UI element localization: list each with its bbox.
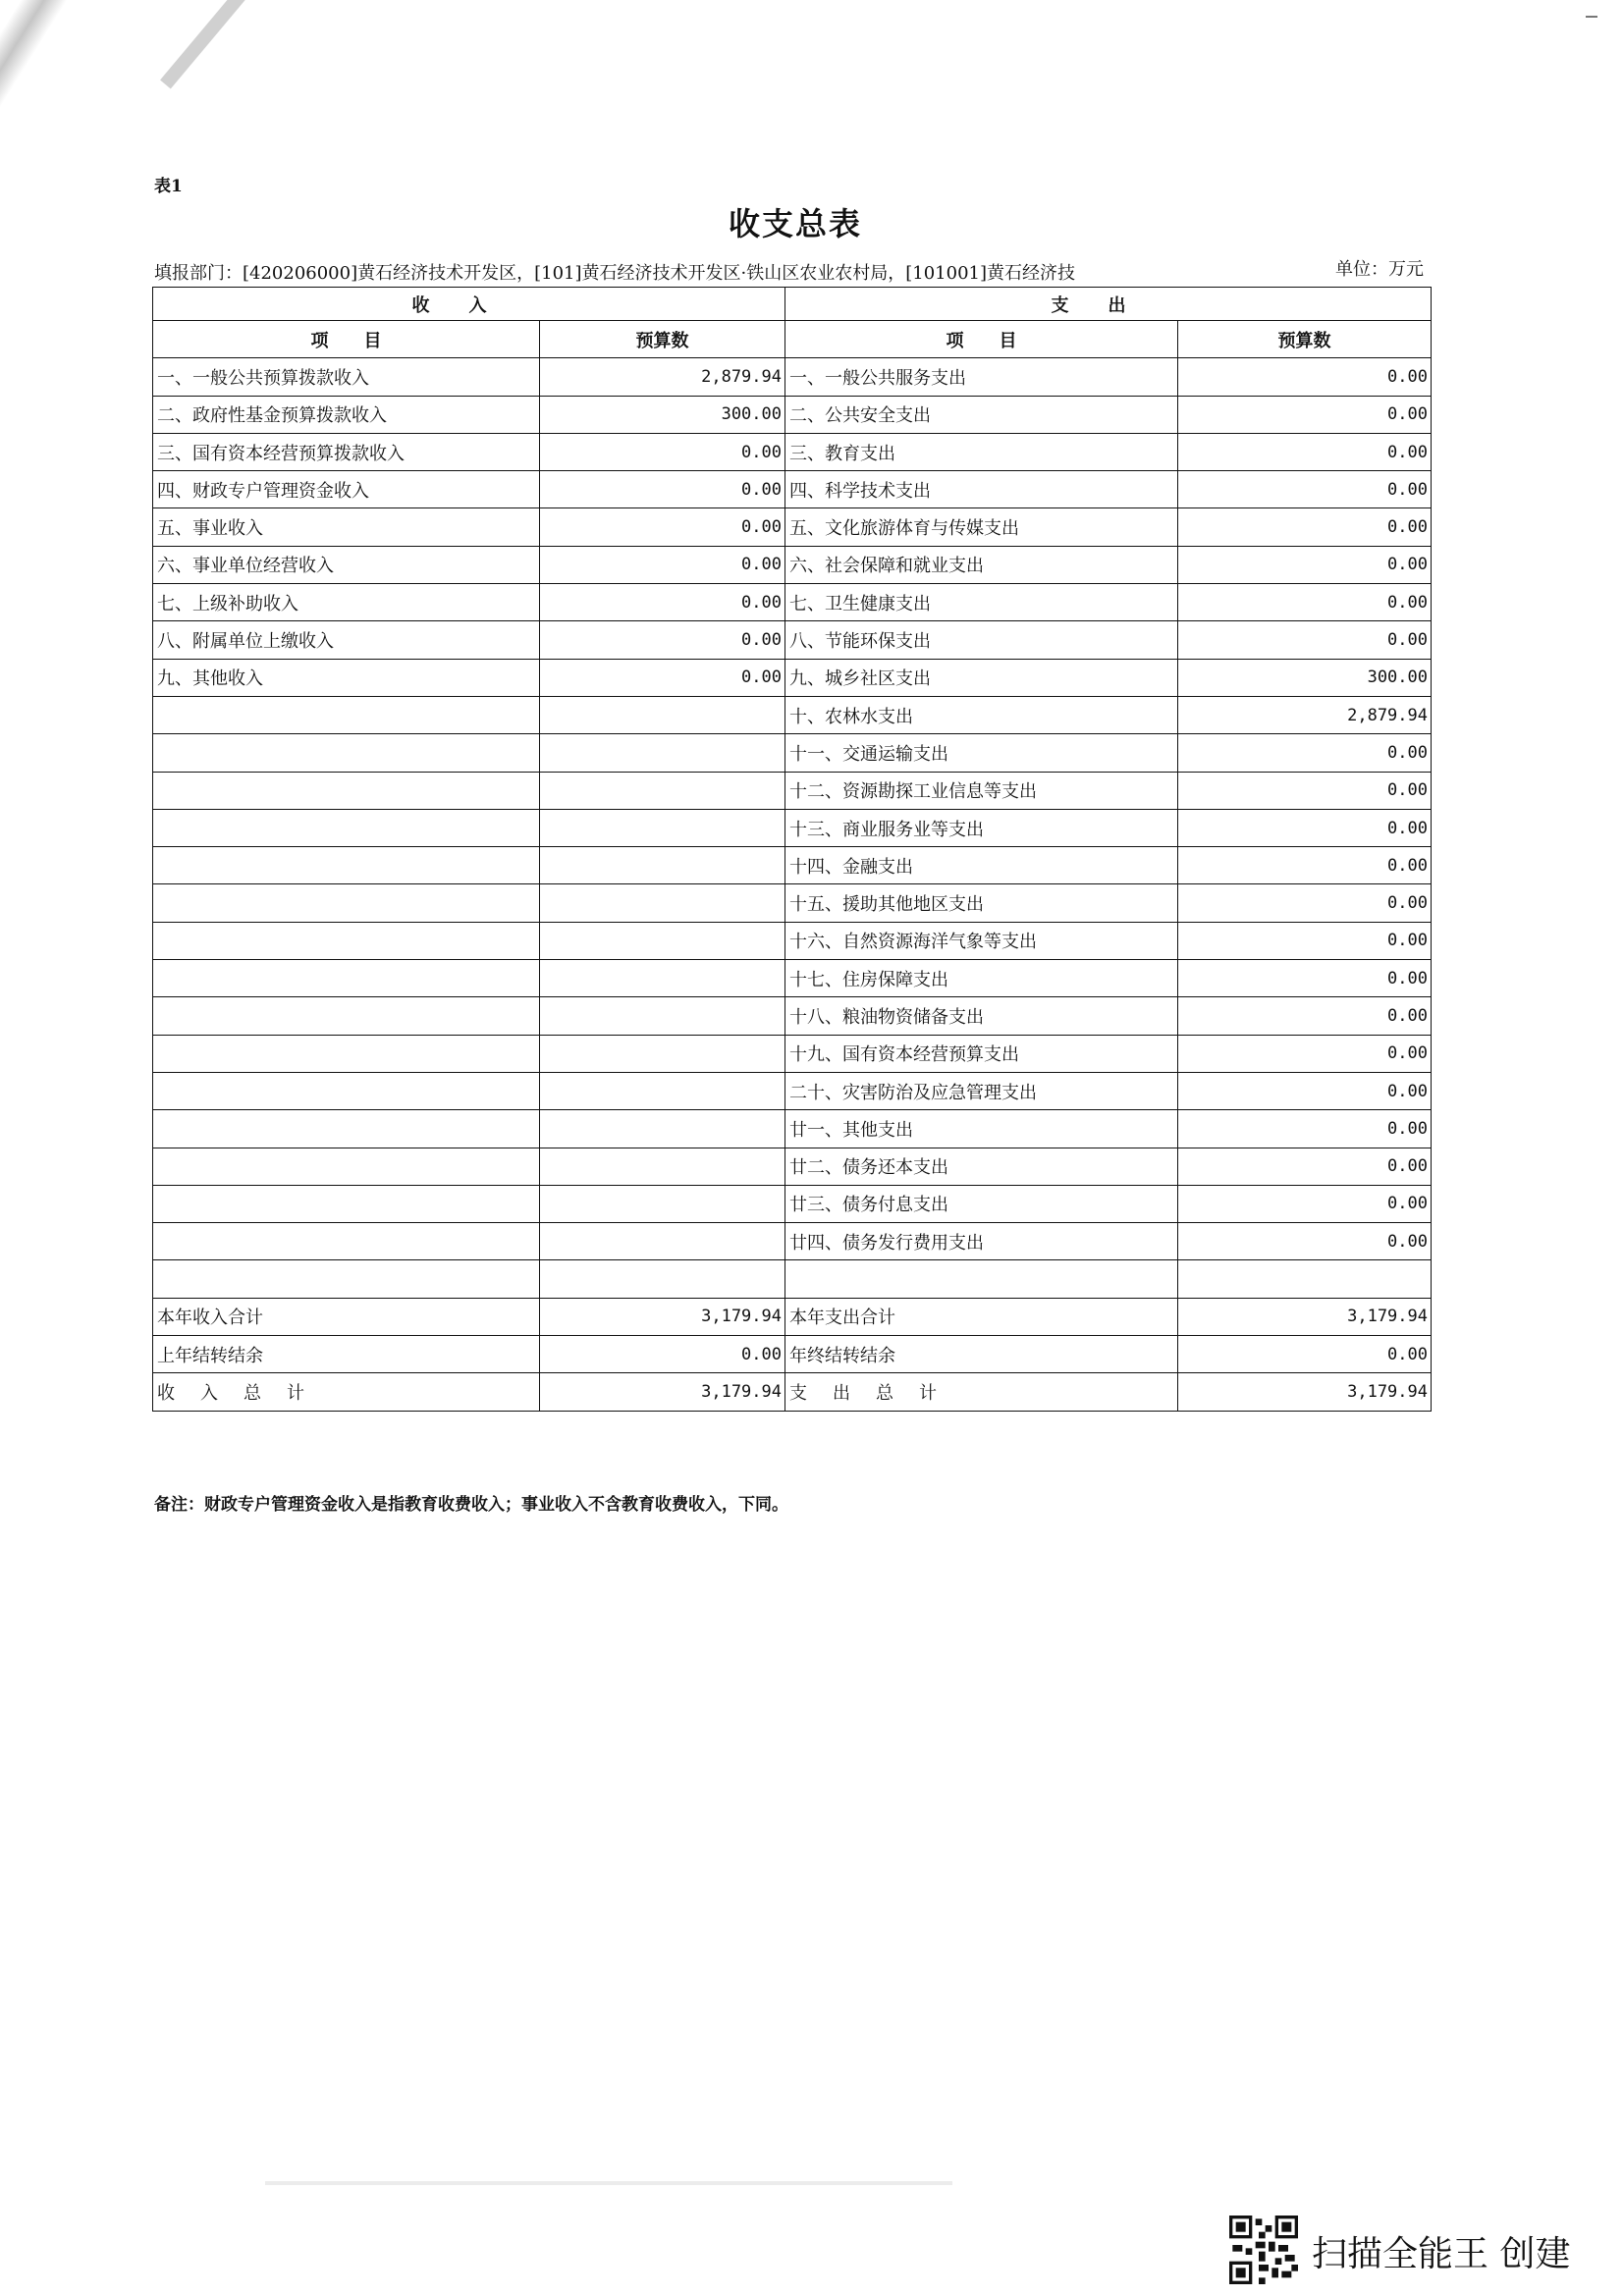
expense-budget-cell: 0.00: [1178, 1336, 1432, 1373]
expense-item-cell: 十七、住房保障支出: [785, 960, 1178, 997]
expense-item-cell: 十三、商业服务业等支出: [785, 809, 1178, 846]
expense-budget-cell: 0.00: [1178, 884, 1432, 922]
column-header-row: [153, 321, 1432, 358]
filling-department: 填报部门：[420206000]黄石经济技术开发区，[101]黄石经济技术开发区·铁山区农业农村局，[101001]黄石经济技: [154, 263, 1075, 284]
income-item-cell: 六、事业单位经营收入: [153, 546, 540, 583]
income-item-cell: [153, 997, 540, 1035]
income-item-cell: [153, 960, 540, 997]
expense-budget-cell: 0.00: [1178, 922, 1432, 959]
income-item-cell: 八、附属单位上缴收入: [153, 621, 540, 659]
expense-item-cell: 七、卫生健康支出: [785, 584, 1178, 621]
expense-budget-cell: 0.00: [1178, 358, 1432, 396]
income-item-cell: [153, 772, 540, 809]
income-budget-cell: 0.00: [540, 584, 785, 621]
table-row: [153, 1373, 1432, 1411]
expense-budget-cell: 0.00: [1178, 621, 1432, 659]
income-item-cell: [153, 809, 540, 846]
income-item-cell: [153, 696, 540, 733]
table-row: [153, 847, 1432, 884]
expense-budget-cell: 0.00: [1178, 847, 1432, 884]
expense-item-cell: 十二、资源勘探工业信息等支出: [785, 772, 1178, 809]
income-budget-cell: [540, 997, 785, 1035]
expense-item-cell: 廿三、债务付息支出: [785, 1185, 1178, 1222]
expense-budget-cell: 3,179.94: [1178, 1298, 1432, 1335]
income-item-cell: 五、事业收入: [153, 508, 540, 546]
table-row: [153, 584, 1432, 621]
watermark-text: 扫描全能王 创建: [1312, 2234, 1571, 2274]
table-row: [153, 396, 1432, 433]
income-budget-cell: [540, 696, 785, 733]
scan-fade-line: [265, 2181, 952, 2185]
income-item-cell: [153, 1035, 540, 1072]
expense-item-cell: 十四、金融支出: [785, 847, 1178, 884]
income-budget-cell: [540, 1110, 785, 1148]
expense-budget-cell: 0.00: [1178, 471, 1432, 508]
income-budget-cell: [540, 1035, 785, 1072]
budget-summary-table: [152, 287, 1432, 1412]
expense-budget-cell: [1178, 1260, 1432, 1298]
expense-item-cell: 十九、国有资本经营预算支出: [785, 1035, 1178, 1072]
income-budget-cell: [540, 772, 785, 809]
expense-item-cell: 六、社会保障和就业支出: [785, 546, 1178, 583]
table-row: [153, 922, 1432, 959]
table-row: [153, 960, 1432, 997]
table-row: [153, 772, 1432, 809]
table-row: [153, 508, 1432, 546]
expense-item-cell: 一、一般公共服务支出: [785, 358, 1178, 396]
expense-item-cell: 廿二、债务还本支出: [785, 1148, 1178, 1185]
scan-shadow-2: [160, 0, 246, 88]
expense-item-cell: 五、文化旅游体育与传媒支出: [785, 508, 1178, 546]
income-item-cell: 七、上级补助收入: [153, 584, 540, 621]
page-title: 收支总表: [728, 205, 862, 242]
income-budget-cell: 0.00: [540, 546, 785, 583]
footnote: 备注：财政专户管理资金收入是指教育收费收入；事业收入不含教育收费收入，下同。: [154, 1495, 788, 1515]
expense-budget-cell: 2,879.94: [1178, 696, 1432, 733]
expense-budget-cell: 0.00: [1178, 1185, 1432, 1222]
income-item-header: 项 目: [153, 321, 540, 358]
income-item-cell: [153, 1148, 540, 1185]
table-row: [153, 997, 1432, 1035]
income-budget-cell: 3,179.94: [540, 1298, 785, 1335]
table-row: [153, 621, 1432, 659]
expense-budget-cell: 0.00: [1178, 772, 1432, 809]
expense-item-cell: 十八、粮油物资储备支出: [785, 997, 1178, 1035]
expense-budget-cell: 0.00: [1178, 1072, 1432, 1109]
income-item-cell: 收入总计: [153, 1373, 540, 1411]
expense-budget-cell: 0.00: [1178, 396, 1432, 433]
expense-item-cell: 支出总计: [785, 1373, 1178, 1411]
expense-item-cell: [785, 1260, 1178, 1298]
expense-budget-cell: 0.00: [1178, 1035, 1432, 1072]
unit-label: 单位：万元: [1335, 259, 1424, 280]
income-budget-cell: [540, 734, 785, 772]
expense-budget-cell: 0.00: [1178, 734, 1432, 772]
income-budget-cell: 0.00: [540, 508, 785, 546]
expense-budget-cell: 0.00: [1178, 508, 1432, 546]
income-item-cell: [153, 884, 540, 922]
table-row: [153, 433, 1432, 470]
expense-item-cell: 廿四、债务发行费用支出: [785, 1223, 1178, 1260]
income-budget-cell: [540, 1260, 785, 1298]
income-budget-cell: [540, 884, 785, 922]
table-row: [153, 546, 1432, 583]
income-budget-cell: [540, 847, 785, 884]
income-budget-cell: [540, 1148, 785, 1185]
table-row: [153, 1035, 1432, 1072]
table-row: [153, 1148, 1432, 1185]
income-budget-cell: [540, 1185, 785, 1222]
expense-budget-cell: 0.00: [1178, 960, 1432, 997]
income-item-cell: 九、其他收入: [153, 659, 540, 696]
income-budget-cell: 2,879.94: [540, 358, 785, 396]
table-row: [153, 1223, 1432, 1260]
income-section-header: 收入: [153, 288, 785, 321]
qr-code-icon: [1229, 2216, 1298, 2284]
expense-budget-cell: 0.00: [1178, 1148, 1432, 1185]
income-budget-cell: [540, 960, 785, 997]
income-budget-cell: 0.00: [540, 433, 785, 470]
table-row: [153, 1336, 1432, 1373]
expense-item-cell: 廿一、其他支出: [785, 1110, 1178, 1148]
table-row: [153, 1185, 1432, 1222]
table-row: [153, 696, 1432, 733]
table-row: [153, 1110, 1432, 1148]
expense-item-cell: 年终结转结余: [785, 1336, 1178, 1373]
income-item-cell: [153, 847, 540, 884]
table-row: [153, 734, 1432, 772]
expense-item-cell: 二十、灾害防治及应急管理支出: [785, 1072, 1178, 1109]
expense-item-cell: 二、公共安全支出: [785, 396, 1178, 433]
income-budget-cell: [540, 809, 785, 846]
expense-item-cell: 九、城乡社区支出: [785, 659, 1178, 696]
income-item-cell: [153, 1223, 540, 1260]
expense-item-cell: 四、科学技术支出: [785, 471, 1178, 508]
expense-budget-cell: 0.00: [1178, 584, 1432, 621]
income-budget-header: 预算数: [540, 321, 785, 358]
table-row: [153, 1260, 1432, 1298]
expense-item-cell: 十一、交通运输支出: [785, 734, 1178, 772]
income-item-cell: [153, 1110, 540, 1148]
expense-item-cell: 三、教育支出: [785, 433, 1178, 470]
income-item-cell: [153, 1185, 540, 1222]
expense-item-cell: 本年支出合计: [785, 1298, 1178, 1335]
table-number: 表1: [154, 177, 183, 196]
income-item-cell: 四、财政专户管理资金收入: [153, 471, 540, 508]
expense-budget-cell: 0.00: [1178, 1110, 1432, 1148]
table-row: [153, 1072, 1432, 1109]
income-item-cell: 二、政府性基金预算拨款收入: [153, 396, 540, 433]
income-item-cell: 本年收入合计: [153, 1298, 540, 1335]
income-budget-cell: 0.00: [540, 471, 785, 508]
income-item-cell: 上年结转结余: [153, 1336, 540, 1373]
expense-item-cell: 十、农林水支出: [785, 696, 1178, 733]
income-budget-cell: 3,179.94: [540, 1373, 785, 1411]
section-header-row: [153, 288, 1432, 321]
expense-budget-cell: 0.00: [1178, 1223, 1432, 1260]
table-row: [153, 471, 1432, 508]
scan-mark: [1586, 16, 1597, 18]
expense-section-header: 支出: [785, 288, 1432, 321]
table-row: [153, 884, 1432, 922]
income-budget-cell: [540, 1223, 785, 1260]
income-item-cell: [153, 1072, 540, 1109]
income-item-cell: 三、国有资本经营预算拨款收入: [153, 433, 540, 470]
income-budget-cell: [540, 922, 785, 959]
income-budget-cell: 0.00: [540, 1336, 785, 1373]
expense-item-cell: 八、节能环保支出: [785, 621, 1178, 659]
income-budget-cell: 0.00: [540, 659, 785, 696]
income-item-cell: [153, 922, 540, 959]
income-item-cell: [153, 734, 540, 772]
expense-budget-header: 预算数: [1178, 321, 1432, 358]
income-budget-cell: 300.00: [540, 396, 785, 433]
table-row: [153, 659, 1432, 696]
income-budget-cell: 0.00: [540, 621, 785, 659]
expense-budget-cell: 0.00: [1178, 809, 1432, 846]
income-budget-cell: [540, 1072, 785, 1109]
expense-item-header: 项 目: [785, 321, 1178, 358]
expense-budget-cell: 3,179.94: [1178, 1373, 1432, 1411]
expense-budget-cell: 0.00: [1178, 546, 1432, 583]
table-row: [153, 1298, 1432, 1335]
income-item-cell: 一、一般公共预算拨款收入: [153, 358, 540, 396]
expense-item-cell: 十五、援助其他地区支出: [785, 884, 1178, 922]
table-row: [153, 358, 1432, 396]
expense-item-cell: 十六、自然资源海洋气象等支出: [785, 922, 1178, 959]
expense-budget-cell: 0.00: [1178, 433, 1432, 470]
table-row: [153, 809, 1432, 846]
expense-budget-cell: 300.00: [1178, 659, 1432, 696]
income-item-cell: [153, 1260, 540, 1298]
expense-budget-cell: 0.00: [1178, 997, 1432, 1035]
